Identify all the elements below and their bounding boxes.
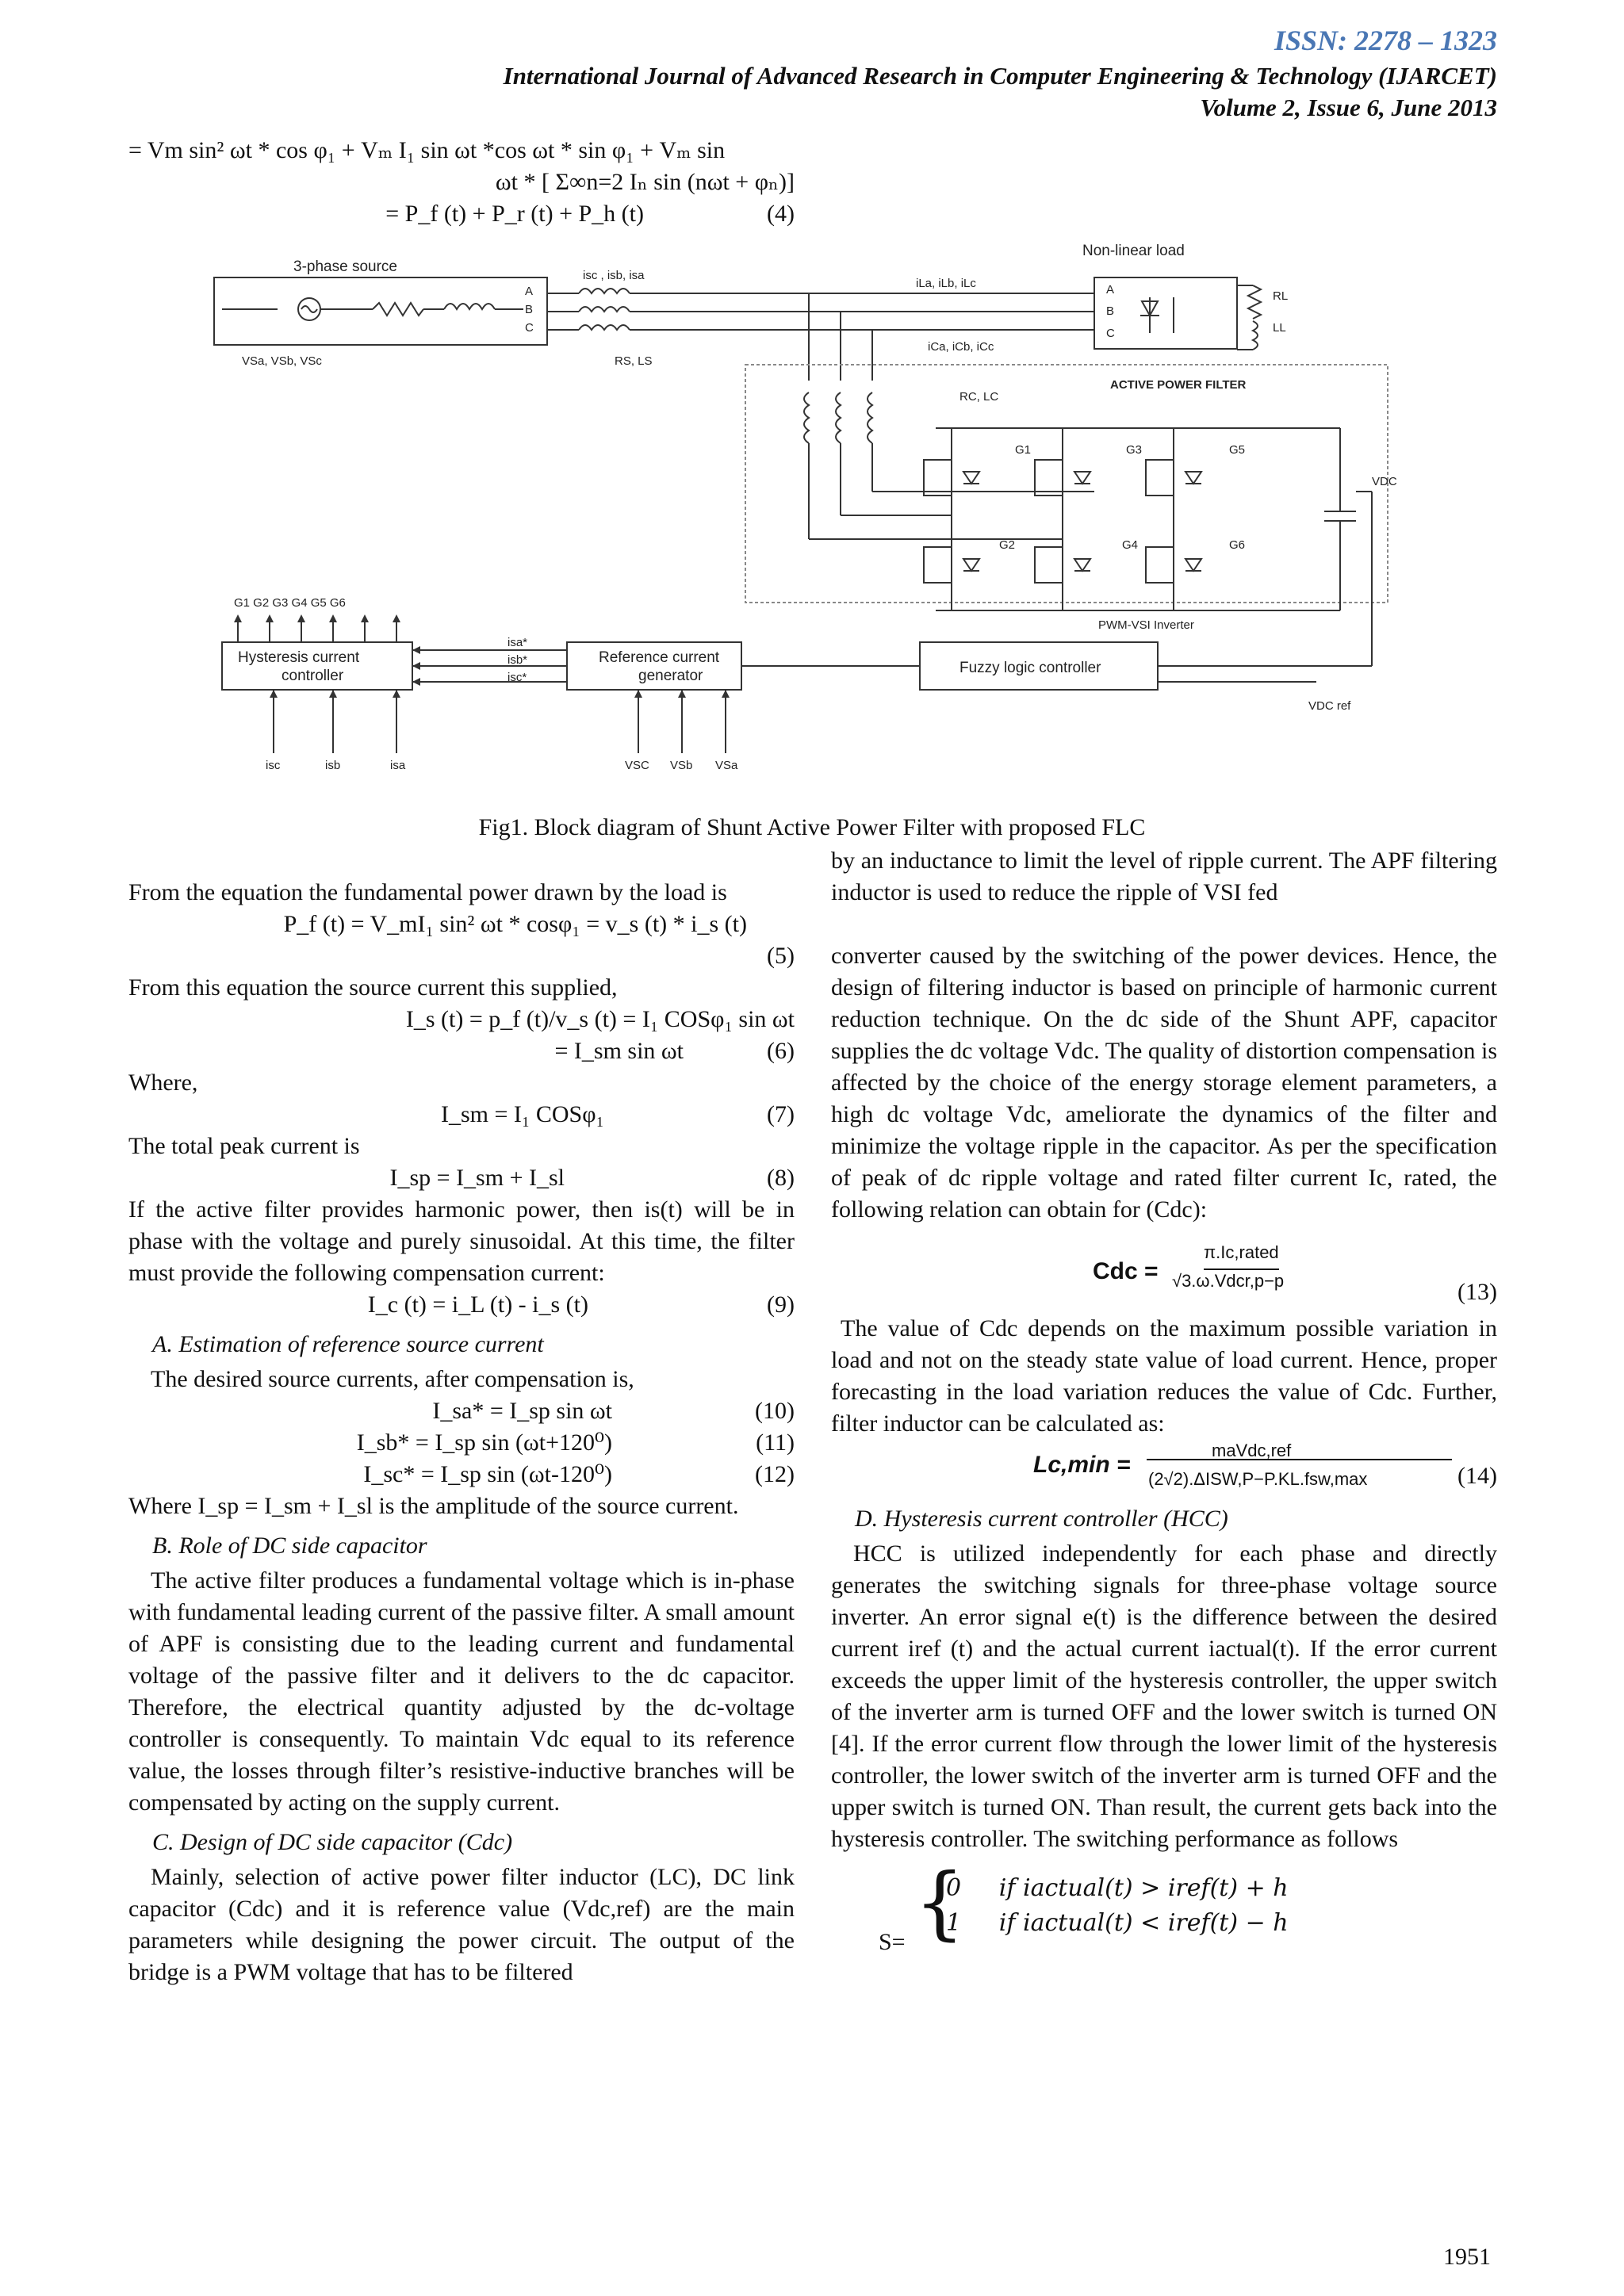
- diagram-source-voltages: VSa, VSb, VSc: [242, 354, 322, 368]
- diagram-vdc: VDC: [1372, 475, 1397, 488]
- heading-a: A. Estimation of reference source current: [152, 1331, 544, 1357]
- diagram-g5: G5: [1229, 443, 1246, 457]
- switch-g3: [1035, 460, 1063, 496]
- diagram-g3: G3: [1126, 443, 1143, 457]
- left-column: [128, 877, 795, 1988]
- switch-g4: [1035, 547, 1063, 583]
- eq14-lhs: Lc,min =: [1033, 1452, 1131, 1478]
- diagram-comp-impedance: RC, LC: [959, 390, 999, 404]
- top-equation-line2: ωt * [ Σ∞n=2 Iₙ sin (nωt + φₙ)]: [495, 169, 795, 195]
- diagram-g4: G4: [1122, 538, 1139, 552]
- diagram-inverter: PWM-VSI Inverter: [1098, 618, 1194, 632]
- load-resistor: [1248, 285, 1261, 319]
- diagram-rl: RL: [1273, 289, 1289, 303]
- figure-caption: Fig1. Block diagram of Shunt Active Power Filter with proposed FLC: [478, 814, 1146, 840]
- eq8: I_sp = I_sm + I_sl: [389, 1165, 565, 1191]
- heading-c: C. Design of DC side capacitor (Cdc): [152, 1829, 513, 1855]
- eq13-denominator: √3.ω.Vdcr,p−p: [1172, 1271, 1285, 1291]
- eq12-number: (12): [755, 1461, 795, 1487]
- diagram-load-title: Non-linear load: [1082, 243, 1185, 259]
- diagram-load-b: B: [1106, 304, 1115, 318]
- left-p5: If the active filter provides harmonic power, then is(t) will be in phase with the voltage and purely sinusoidal. At this time, the filter must provide the following compensation current:: [128, 1196, 795, 1286]
- diagram-load-currents: iLa, iLb, iLc: [916, 277, 976, 290]
- diagram-in-vsc: VSC: [625, 759, 649, 772]
- right-p2: converter caused by the switching of the power devices. Hence, the design of filtering inductor is based on principle of harmonic current reduction technique. On the dc side of the Shunt APF, capacitor supplies the dc voltage Vdc. The quality of distortion compensation is affected by the choice of the energy storage element parameters, a high dc voltage Vdc, ameliorate the dynamics of the filter and minimize the voltage ripple in the capacitor. As per the specification of peak of dc ripple voltage and rated filter current Ic, rated, the following relation can obtain for (Cdc):: [831, 943, 1497, 1223]
- diagram-hcc-line2: controller: [282, 668, 344, 684]
- source-resistor: [373, 303, 423, 316]
- eq6b: = I_sm sin ωt: [554, 1038, 684, 1064]
- left-pc: Mainly, selection of active power filter inductor (LC), DC link capacitor (Cdc) and it is reference value (Vdc,ref) are the main parameters while designing the power circuit. The output of the bridge is a PWM voltage that has to be filtered: [128, 1864, 795, 1985]
- diagram-phase-a: A: [525, 285, 534, 298]
- top-equation-line1: = Vm sin² ωt * cos φ₁ + Vₘ I₁ sin ωt *cos ωt * sin φ₁ + Vₘ sin: [128, 137, 726, 163]
- switch-g6: [1146, 547, 1174, 583]
- diagram-isc-star: isc*: [508, 671, 527, 684]
- left-pwhere: Where I_sp = I_sm + I_sl is the amplitude of the source current.: [128, 1493, 739, 1519]
- eq12-row: [128, 1459, 795, 1490]
- diagram-source-impedance: RS, LS: [615, 354, 653, 368]
- case-2: 1 if iactual(t) < iref(t) − h: [946, 1909, 1289, 1937]
- eq8-row: [128, 1162, 795, 1194]
- switch-g1: [924, 460, 952, 496]
- diagram-source-currents: isc , isb, isa: [583, 269, 645, 282]
- diagram-g6: G6: [1229, 538, 1246, 552]
- load-inductor: [1253, 321, 1258, 350]
- diagram-hcc-line1: Hysteresis current: [238, 649, 360, 666]
- top-equation-line3-row: [128, 198, 795, 230]
- s-label: S=: [879, 1929, 906, 1955]
- left-pa: The desired source currents, after compensation is,: [151, 1366, 634, 1392]
- diagram-in-vsb: VSb: [670, 759, 693, 772]
- diagram-apf-title: ACTIVE POWER FILTER: [1110, 378, 1247, 392]
- heading-d: D. Hysteresis current controller (HCC): [855, 1506, 1228, 1532]
- switch-g5: [1146, 460, 1174, 496]
- diagram-in-isb: isb: [325, 759, 341, 772]
- eq7: I_sm = I₁ COSφ₁: [440, 1101, 604, 1127]
- top-equation-line3: = P_f (t) + P_r (t) + P_h (t): [385, 201, 644, 227]
- diagram-g2: G2: [999, 538, 1016, 552]
- eq10-row: [128, 1395, 795, 1427]
- block-diagram: [206, 238, 1443, 793]
- diagram-flc: Fuzzy logic controller: [959, 660, 1101, 676]
- eq4-number: (4): [767, 201, 795, 227]
- eq6a: I_s (t) = p_f (t)/v_s (t) = I₁ COSφ₁ sin ωt: [405, 1006, 795, 1032]
- source-inductor: [444, 304, 495, 309]
- diagram-ref-line2: generator: [638, 668, 703, 684]
- diagram-ref-line1: Reference current: [599, 649, 720, 666]
- eq14-block: [831, 1440, 1497, 1495]
- case-1: 0 if iactual(t) > iref(t) + h: [946, 1874, 1289, 1902]
- eq5-number: (5): [767, 943, 795, 969]
- right-p1: by an inductance to limit the level of ripple current. The APF filtering inductor is used to reduce the ripple of VSI fed: [831, 848, 1497, 905]
- eq13-lhs: Cdc =: [1093, 1258, 1159, 1284]
- right-pd: HCC is utilized independently for each phase and directly generates the switching signals for three-phase voltage source inverter. An error signal e(t) is the difference between the desired current iref (t) and the actual current iactual(t). If the error current exceeds the upper limit of the hysteresis controller, the upper switch of the inverter arm is turned OFF and the lower switch is turned ON [4]. If the error current flow through the lower limit of the hysteresis controller, the lower switch of the inverter arm is turned OFF and the upper switch is turned ON. Than result, the current gets back into the hysteresis controller. The switching performance as follows: [831, 1540, 1497, 1852]
- right-column: [831, 845, 1497, 1966]
- eq14-denominator: (2√2).ΔISW,P−P.KL.fsw,max: [1148, 1469, 1368, 1489]
- eq12: I_sc* = I_sp sin (ωt-120⁰): [363, 1461, 612, 1487]
- heading-b: B. Role of DC side capacitor: [152, 1533, 427, 1559]
- left-p3: Where,: [128, 1070, 198, 1096]
- left-p1: From the equation the fundamental power drawn by the load is: [128, 879, 727, 905]
- left-p4: The total peak current is: [128, 1133, 360, 1159]
- eq14-fraction-bar: [1147, 1459, 1452, 1460]
- diagram-in-isa: isa: [390, 759, 406, 772]
- diagram-phase-c: C: [525, 321, 534, 335]
- diagram-source-label: 3-phase source: [293, 258, 397, 275]
- source-box: [214, 277, 547, 345]
- eq14-number: (14): [1457, 1463, 1497, 1489]
- eq14-numerator: maVdc,ref: [1212, 1441, 1292, 1460]
- eq9-number: (9): [767, 1292, 795, 1318]
- apf-region: [745, 365, 1388, 603]
- eq7-row: [128, 1099, 795, 1131]
- diagram-phase-b: B: [525, 303, 534, 316]
- left-pb: The active filter produces a fundamental voltage which is in-phase with fundamental leading current of the passive filter. A small amount of APF is consisting due to the leading current and fundamental voltage of the passive filter and it delivers to the dc capacitor. Therefore, the electrical quantity adjusted by the dc-voltage controller is consequently. To maintain Vdc equal to its reference value, the losses through filter’s resistive-inductive branches will be compensated by acting on the supply current.: [128, 1567, 795, 1816]
- journal-title: International Journal of Advanced Research in Computer Engineering & Technology (IJARCET): [503, 62, 1497, 90]
- eq6-row: [128, 1035, 795, 1067]
- right-p3: The value of Cdc depends on the maximum possible variation in load and not on the steady state value of load current. Hence, proper forecasting in the load variation reduces the value of Cdc. Further, filter inductor can be calculated as:: [831, 1315, 1497, 1437]
- eq11-number: (11): [756, 1429, 795, 1456]
- page-number: 1951: [1443, 2244, 1491, 2270]
- diagram-comp-currents: iCa, iCb, iCc: [928, 340, 994, 354]
- diagram-in-isc: isc: [266, 759, 281, 772]
- diagram-gates: G1 G2 G3 G4 G5 G6: [234, 596, 346, 610]
- eq5-row: [128, 909, 795, 940]
- eq9: I_c (t) = i_L (t) - i_s (t): [367, 1292, 588, 1318]
- nonlinear-load-box: [1094, 277, 1237, 349]
- left-p2: From this equation the source current this supplied,: [128, 974, 618, 1001]
- diagram-isb-star: isb*: [508, 653, 528, 667]
- eq7-number: (7): [767, 1101, 795, 1127]
- diagram-isa-star: isa*: [508, 636, 528, 649]
- top-equation: [128, 135, 795, 230]
- switching-cases: [831, 1856, 1497, 1966]
- eq13-numerator: π.Ic,rated: [1204, 1237, 1279, 1270]
- diagram-ll: LL: [1273, 321, 1286, 335]
- eq13-number: (13): [1457, 1279, 1497, 1305]
- issn-header: ISSN: 2278 – 1323: [1274, 25, 1497, 56]
- switch-g2: [924, 547, 952, 583]
- eq13-block: [831, 1242, 1497, 1313]
- eq10: I_sa* = I_sp sin ωt: [432, 1398, 612, 1424]
- diagram-load-a: A: [1106, 283, 1115, 297]
- diagram-vdcref: VDC ref: [1308, 699, 1351, 713]
- eq8-number: (8): [767, 1165, 795, 1191]
- eq9-row: [128, 1289, 795, 1321]
- diagram-load-c: C: [1106, 327, 1115, 340]
- eq11: I_sb* = I_sp sin (ωt+120⁰): [356, 1429, 612, 1456]
- volume-info: Volume 2, Issue 6, June 2013: [1200, 94, 1497, 121]
- diagram-in-vsa: VSa: [715, 759, 738, 772]
- eq10-number: (10): [755, 1398, 795, 1424]
- eq5: P_f (t) = V_mI₁ sin² ωt * cosφ₁ = v_s (t) * i_s (t): [283, 911, 747, 937]
- diagram-g1: G1: [1015, 443, 1032, 457]
- eq11-row: [128, 1427, 795, 1459]
- eq6-number: (6): [767, 1038, 795, 1064]
- brace: {: [914, 1856, 965, 1949]
